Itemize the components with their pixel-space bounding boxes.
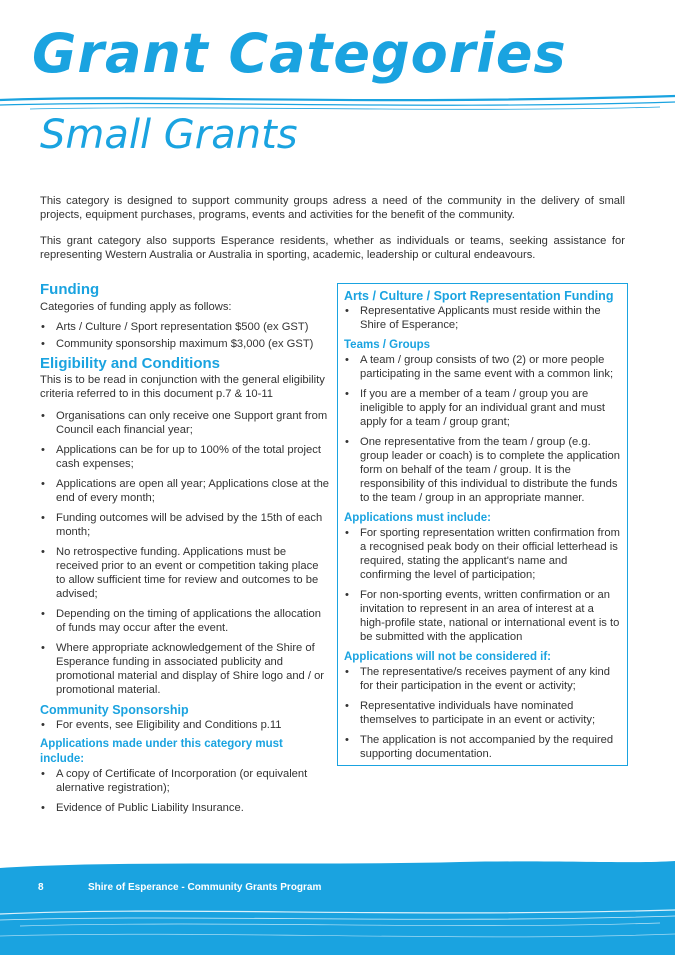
intro-paragraph-2: This grant category also supports Esperance residents, whether as individuals or teams, seeking assistance for representing Western Australia or Australia in sporting, academic, leadership or cultural endeavours.	[40, 235, 625, 261]
footer-band	[0, 858, 675, 955]
list-item: • Community sponsorship maximum $3,000 (ex GST)	[40, 337, 330, 351]
section-subtitle: Small Grants	[40, 112, 298, 158]
list-item: • Representative individuals have nominated themselves to participate in an event or activity;	[344, 699, 621, 727]
list-item: • For events, see Eligibility and Conditions p.11	[40, 718, 330, 732]
made-under-heading: Applications made under this category must include:	[40, 738, 283, 765]
funding-heading: Funding	[40, 281, 100, 298]
left-column	[40, 281, 330, 815]
list-item: • A copy of Certificate of Incorporation (or equivalent alernative registration);	[40, 767, 330, 795]
page-number: 8	[38, 882, 44, 893]
list-item: • Arts / Culture / Sport representation $500 (ex GST)	[40, 320, 330, 334]
sponsorship-heading: Community Sponsorship	[40, 703, 189, 717]
must-include-heading: Applications must include:	[344, 512, 491, 524]
arts-culture-sport-panel	[337, 283, 628, 766]
teams-list	[344, 353, 621, 505]
teams-heading: Teams / Groups	[344, 339, 431, 351]
list-item: • If you are a member of a team / group you are ineligible to apply for an individual grant and must apply for a team / group grant;	[344, 387, 621, 429]
funding-lead: Categories of funding apply as follows:	[40, 301, 232, 313]
list-item: • The application is not accompanied by the required supporting documentation.	[344, 733, 621, 761]
made-under-list	[40, 767, 330, 815]
not-considered-heading: Applications will not be considered if:	[344, 651, 552, 663]
list-item: • One representative from the team / group (e.g. group leader or coach) is to complete the application form on behalf of the team / group. It is the responsibility of this individual to distribute the funds to the team / group in an appropriate manner.	[344, 435, 621, 505]
page-title: Grant Categories	[32, 22, 567, 85]
list-item: • No retrospective funding. Applications must be received prior to an event or competition taking place to allow sufficient time for review and outcomes to be advised;	[40, 545, 330, 601]
intro-paragraph-1: This category is designed to support community groups adress a need of the community in the delivery of small projects, equipment purchases, programs, events and activities for the benefit of the community.	[40, 195, 625, 221]
list-item: • Representative Applicants must reside within the Shire of Esperance;	[344, 304, 621, 332]
list-item: • For non-sporting events, written confirmation or an invitation to represent in an area of interest at a high-profile state, national or international event is to be submitted with the application	[344, 588, 621, 644]
list-item: • The representative/s receives payment of any kind for their participation in the event or activity;	[344, 665, 621, 693]
list-item: • Depending on the timing of applications the allocation of funds may occur after the event.	[40, 607, 330, 635]
footer-wave-graphic	[0, 858, 675, 955]
panel-heading: Arts / Culture / Sport Representation Funding	[344, 289, 614, 303]
not-considered-list	[344, 665, 621, 761]
must-include-list	[344, 526, 621, 644]
sponsorship-list	[40, 718, 330, 732]
list-item: • Organisations can only receive one Support grant from Council each financial year;	[40, 409, 330, 437]
list-item: • Applications are open all year; Applications close at the end of every month;	[40, 477, 330, 505]
eligibility-lead: This is to be read in conjunction with the general eligibility criteria referred to in this document p.7 & 10-11	[40, 374, 325, 400]
panel-list	[344, 304, 621, 332]
list-item: • Applications can be for up to 100% of the total project cash expenses;	[40, 443, 330, 471]
eligibility-heading: Eligibility and Conditions	[40, 355, 220, 372]
funding-list	[40, 320, 330, 351]
eligibility-list	[40, 409, 330, 697]
list-item: • Evidence of Public Liability Insurance.	[40, 801, 330, 815]
list-item: • A team / group consists of two (2) or more people participating in the same event with a common link;	[344, 353, 621, 381]
list-item: • For sporting representation written confirmation from a recognised peak body on their official letterhead is required, stating the applicant's name and confirming the level of participation;	[344, 526, 621, 582]
list-item: • Funding outcomes will be advised by the 15th of each month;	[40, 511, 330, 539]
footer-program-title: Shire of Esperance - Community Grants Program	[88, 882, 322, 893]
list-item: • Where appropriate acknowledgement of the Shire of Esperance funding in associated publicity and promotional material and display of Shire logo and / or promotional material.	[40, 641, 330, 697]
